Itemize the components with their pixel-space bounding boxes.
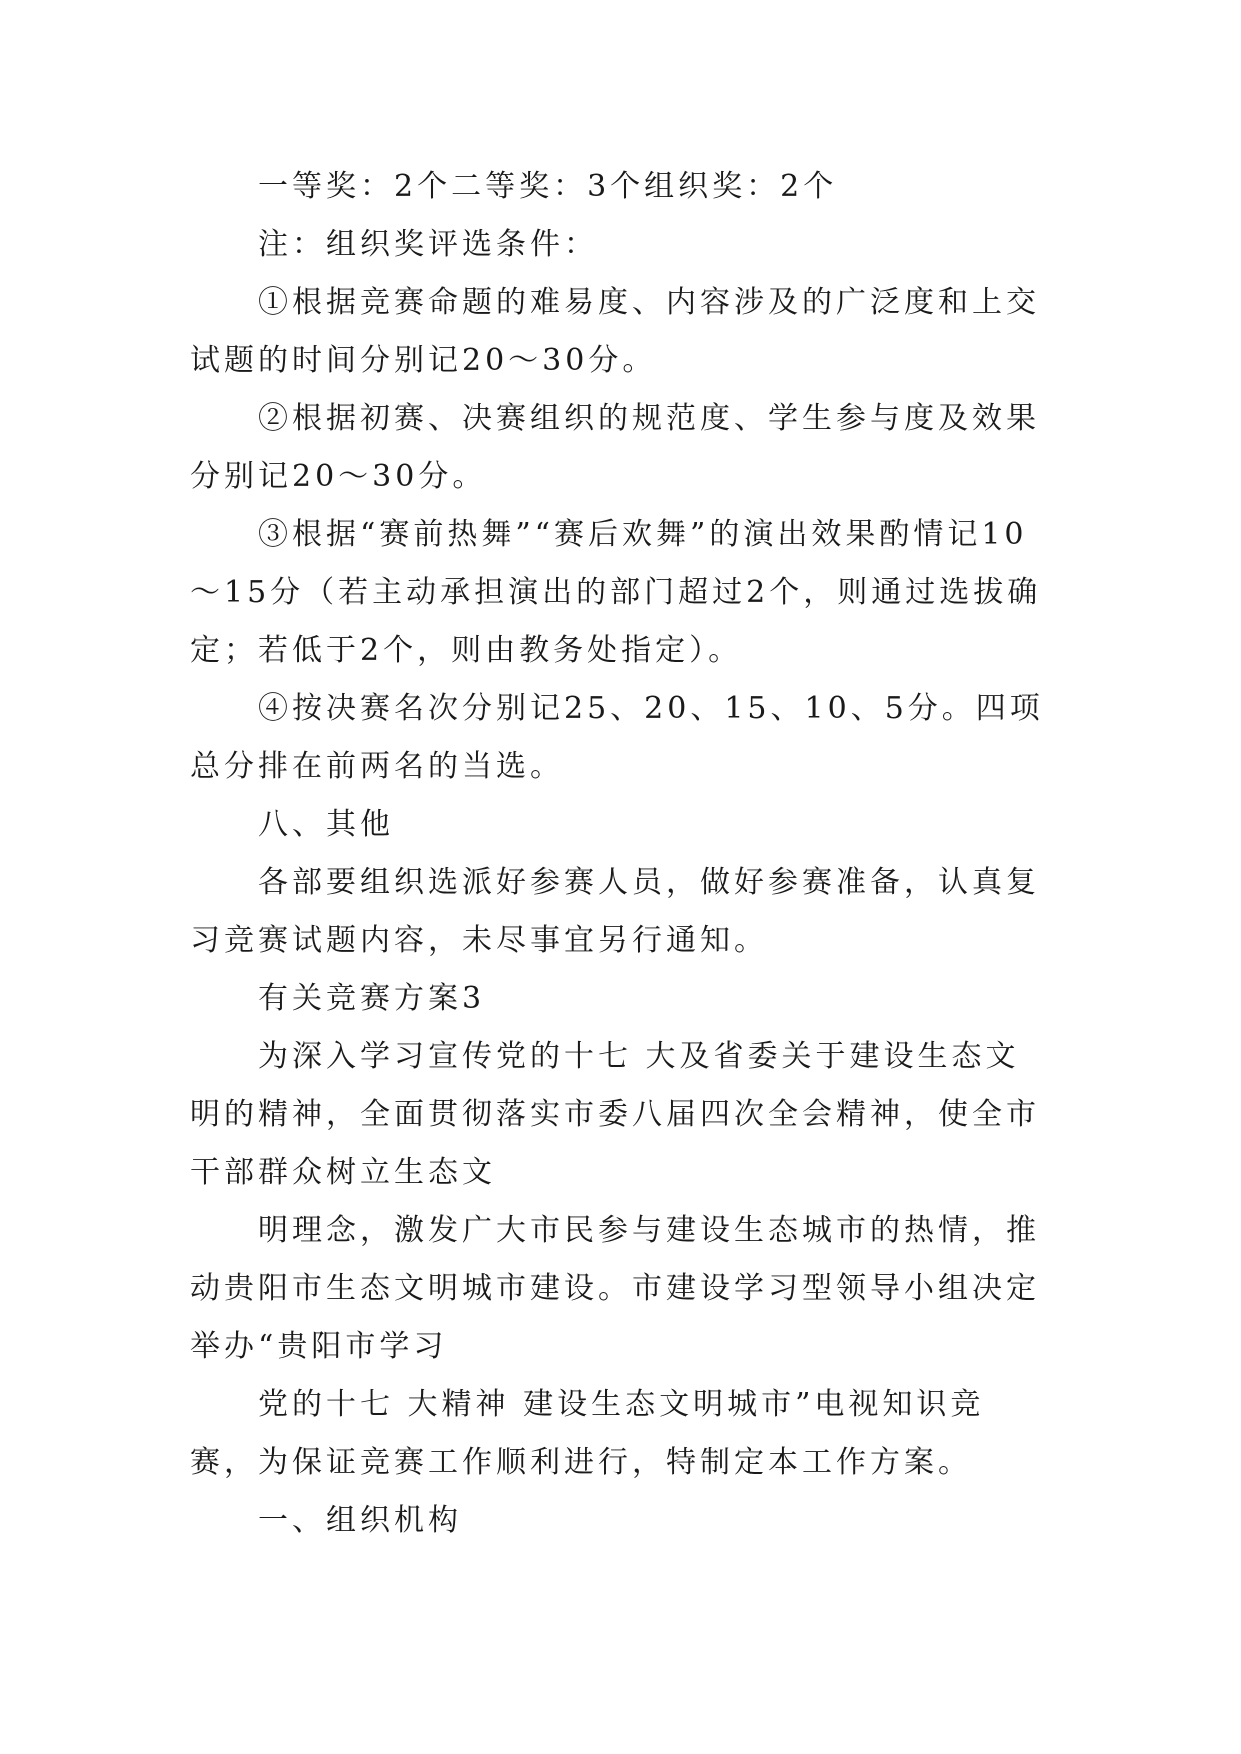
section-heading-other: 八、其他 — [258, 807, 394, 842]
prize-count-line: 一等奖：2个二等奖：3个组织奖：2个 — [258, 169, 838, 204]
plan-3-intro-part-1: 为深入学习宣传党的十七 大及省委关于建设生态文明的精神，全面贯彻落实市委八届四次全会精神，使全市干部群众树立生态文 — [190, 1039, 1040, 1190]
note-heading: 注：组织奖评选条件： — [258, 227, 598, 262]
plan-3-title: 有关竞赛方案3 — [258, 981, 486, 1016]
section-heading-organization: 一、组织机构 — [258, 1503, 462, 1538]
criterion-1: ①根据竞赛命题的难易度、内容涉及的广泛度和上交试题的时间分别记20～30分。 — [190, 285, 1040, 378]
plan-3-intro-part-2: 明理念，激发广大市民参与建设生态城市的热情，推动贵阳市生态文明城市建设。市建设学习型领导小组决定举办“贵阳市学习 — [190, 1213, 1040, 1364]
criterion-4: ④按决赛名次分别记25、20、15、10、5分。四项总分排在前两名的当选。 — [190, 691, 1044, 784]
criterion-2: ②根据初赛、决赛组织的规范度、学生参与度及效果分别记20～30分。 — [190, 401, 1040, 494]
plan-3-intro-part-3: 党的十七 大精神 建设生态文明城市”电视知识竞赛，为保证竞赛工作顺利进行，特制定本工作方案。 — [190, 1387, 985, 1480]
document-body — [190, 158, 1050, 1550]
other-paragraph: 各部要组织选派好参赛人员，做好参赛准备，认真复习竞赛试题内容，未尽事宜另行通知。 — [190, 865, 1040, 958]
criterion-3: ③根据“赛前热舞”“赛后欢舞”的演出效果酌情记10～15分（若主动承担演出的部门超过2个，则通过选拔确定；若低于2个，则由教务处指定）。 — [190, 517, 1042, 668]
